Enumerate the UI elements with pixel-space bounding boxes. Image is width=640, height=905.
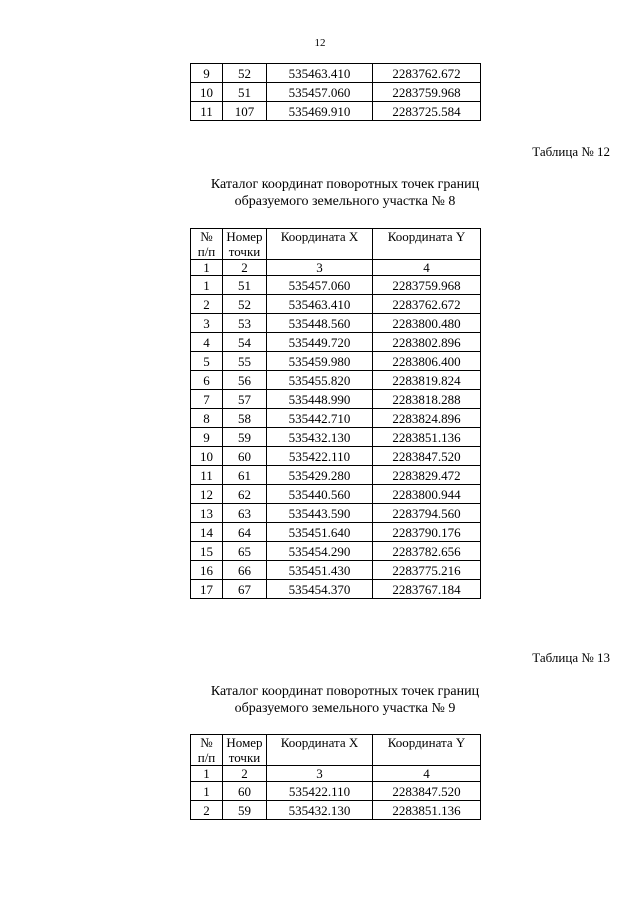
table-cell: 52 xyxy=(223,295,267,314)
table-cell: 11 xyxy=(191,466,223,485)
table-cell: 2283767.184 xyxy=(373,580,481,599)
column-index-cell: 4 xyxy=(373,766,481,782)
table-cell: 64 xyxy=(223,523,267,542)
table-cell: 52 xyxy=(223,64,267,83)
table-row xyxy=(191,64,481,83)
caption-line: образуемого земельного участка № 9 xyxy=(234,701,456,716)
table-cell: 535451.430 xyxy=(267,561,373,580)
table-13-caption xyxy=(0,683,640,717)
table-cell: 60 xyxy=(223,782,267,801)
table-row xyxy=(191,523,481,542)
table-header xyxy=(191,735,481,766)
table-cell: 51 xyxy=(223,276,267,295)
table-cell: 2283847.520 xyxy=(373,447,481,466)
header-number xyxy=(191,735,223,766)
table-cell: 60 xyxy=(223,447,267,466)
table-cell: 63 xyxy=(223,504,267,523)
table-cell: 2283762.672 xyxy=(373,295,481,314)
table-cell: 535454.290 xyxy=(267,542,373,561)
table-cell: 53 xyxy=(223,314,267,333)
table-cell: 58 xyxy=(223,409,267,428)
table-row xyxy=(191,352,481,371)
table-cell: 535463.410 xyxy=(267,64,373,83)
table-cell: 2283851.136 xyxy=(373,801,481,820)
table-row xyxy=(191,390,481,409)
table-cell: 10 xyxy=(191,447,223,466)
table-cell: 535422.110 xyxy=(267,447,373,466)
table-cell: 2 xyxy=(191,801,223,820)
table-cell: 2283794.560 xyxy=(373,504,481,523)
column-index-cell: 3 xyxy=(267,260,373,276)
table-cell: 16 xyxy=(191,561,223,580)
table-cell: 11 xyxy=(191,102,223,121)
table-row xyxy=(191,504,481,523)
table-cell: 66 xyxy=(223,561,267,580)
header-point-text: Номер точки xyxy=(226,229,263,259)
table-cell: 5 xyxy=(191,352,223,371)
table-row xyxy=(191,447,481,466)
table-row xyxy=(191,466,481,485)
table-cell: 2283725.584 xyxy=(373,102,481,121)
table-row xyxy=(191,371,481,390)
continued-coordinates-table xyxy=(190,63,481,121)
table-cell: 535459.980 xyxy=(267,352,373,371)
header-point xyxy=(223,735,267,766)
table-cell: 535448.560 xyxy=(267,314,373,333)
header-number-text: № п/п xyxy=(197,735,216,765)
table-cell: 61 xyxy=(223,466,267,485)
table-row xyxy=(191,333,481,352)
table-cell: 535448.990 xyxy=(267,390,373,409)
table-cell: 14 xyxy=(191,523,223,542)
table-cell: 2283782.656 xyxy=(373,542,481,561)
table-row xyxy=(191,83,481,102)
header-x: Координата X xyxy=(267,229,373,260)
table-cell: 54 xyxy=(223,333,267,352)
table-cell: 2283759.968 xyxy=(373,276,481,295)
table-cell: 2283806.400 xyxy=(373,352,481,371)
table-cell: 57 xyxy=(223,390,267,409)
table-cell: 1 xyxy=(191,782,223,801)
table-13 xyxy=(190,734,481,820)
table-cell: 535455.820 xyxy=(267,371,373,390)
table-cell: 62 xyxy=(223,485,267,504)
table-cell: 9 xyxy=(191,64,223,83)
table-cell: 535469.910 xyxy=(267,102,373,121)
page-number: 12 xyxy=(314,37,326,49)
table-row xyxy=(191,295,481,314)
column-index-cell: 1 xyxy=(191,260,223,276)
table-cell: 535429.280 xyxy=(267,466,373,485)
column-index-cell: 3 xyxy=(267,766,373,782)
table-12-label: Таблица № 12 xyxy=(532,144,610,159)
column-index-cell: 1 xyxy=(191,766,223,782)
header-y: Координата Y xyxy=(373,229,481,260)
table-cell: 67 xyxy=(223,580,267,599)
header-point-text: Номер точки xyxy=(226,735,263,765)
table-cell: 2 xyxy=(191,295,223,314)
table-cell: 2283759.968 xyxy=(373,83,481,102)
table-body xyxy=(191,64,481,121)
caption-line: Каталог координат поворотных точек границ xyxy=(210,684,480,699)
table-cell: 12 xyxy=(191,485,223,504)
table-cell: 535432.130 xyxy=(267,801,373,820)
table-cell: 535422.110 xyxy=(267,782,373,801)
table-cell: 2283824.896 xyxy=(373,409,481,428)
column-index-row xyxy=(191,766,481,782)
table-row xyxy=(191,561,481,580)
table-row xyxy=(191,409,481,428)
column-index-cell: 4 xyxy=(373,260,481,276)
table-cell: 4 xyxy=(191,333,223,352)
column-index-cell: 2 xyxy=(223,766,267,782)
table-body xyxy=(191,260,481,599)
table-cell: 535457.060 xyxy=(267,83,373,102)
table-cell: 2283851.136 xyxy=(373,428,481,447)
table-12-caption xyxy=(0,176,640,210)
caption-line: образуемого земельного участка № 8 xyxy=(234,194,456,209)
table-cell: 2283819.824 xyxy=(373,371,481,390)
table-cell: 59 xyxy=(223,801,267,820)
table-12 xyxy=(190,228,481,599)
table-cell: 7 xyxy=(191,390,223,409)
table-cell: 535442.710 xyxy=(267,409,373,428)
table-cell: 13 xyxy=(191,504,223,523)
table-row xyxy=(191,580,481,599)
table-body xyxy=(191,766,481,820)
table-row xyxy=(191,801,481,820)
header-number xyxy=(191,229,223,260)
table-cell: 2283800.944 xyxy=(373,485,481,504)
table-cell: 56 xyxy=(223,371,267,390)
table-cell: 65 xyxy=(223,542,267,561)
column-index-row xyxy=(191,260,481,276)
table-row xyxy=(191,276,481,295)
table-13-label: Таблица № 13 xyxy=(532,650,610,665)
table-cell: 8 xyxy=(191,409,223,428)
table-cell: 535457.060 xyxy=(267,276,373,295)
table-cell: 107 xyxy=(223,102,267,121)
table-row xyxy=(191,542,481,561)
table-cell: 3 xyxy=(191,314,223,333)
table-cell: 535440.560 xyxy=(267,485,373,504)
table-cell: 535454.370 xyxy=(267,580,373,599)
table-cell: 17 xyxy=(191,580,223,599)
table-cell: 10 xyxy=(191,83,223,102)
table-cell: 1 xyxy=(191,276,223,295)
table-cell: 59 xyxy=(223,428,267,447)
table-cell: 535443.590 xyxy=(267,504,373,523)
table-cell: 2283847.520 xyxy=(373,782,481,801)
table-cell: 535451.640 xyxy=(267,523,373,542)
column-index-cell: 2 xyxy=(223,260,267,276)
table-row xyxy=(191,428,481,447)
table-cell: 2283802.896 xyxy=(373,333,481,352)
table-cell: 535449.720 xyxy=(267,333,373,352)
header-point xyxy=(223,229,267,260)
table-header xyxy=(191,229,481,260)
table-row xyxy=(191,102,481,121)
header-x: Координата X xyxy=(267,735,373,766)
table-cell: 15 xyxy=(191,542,223,561)
table-cell: 51 xyxy=(223,83,267,102)
header-number-text: № п/п xyxy=(197,229,216,259)
table-cell: 535463.410 xyxy=(267,295,373,314)
caption-line: Каталог координат поворотных точек границ xyxy=(210,177,480,192)
table-cell: 9 xyxy=(191,428,223,447)
table-cell: 2283762.672 xyxy=(373,64,481,83)
table-cell: 6 xyxy=(191,371,223,390)
table-row xyxy=(191,485,481,504)
table-cell: 2283775.216 xyxy=(373,561,481,580)
table-cell: 2283818.288 xyxy=(373,390,481,409)
table-row xyxy=(191,314,481,333)
table-cell: 2283829.472 xyxy=(373,466,481,485)
table-cell: 2283790.176 xyxy=(373,523,481,542)
header-y: Координата Y xyxy=(373,735,481,766)
table-row xyxy=(191,782,481,801)
table-cell: 535432.130 xyxy=(267,428,373,447)
table-cell: 55 xyxy=(223,352,267,371)
table-cell: 2283800.480 xyxy=(373,314,481,333)
